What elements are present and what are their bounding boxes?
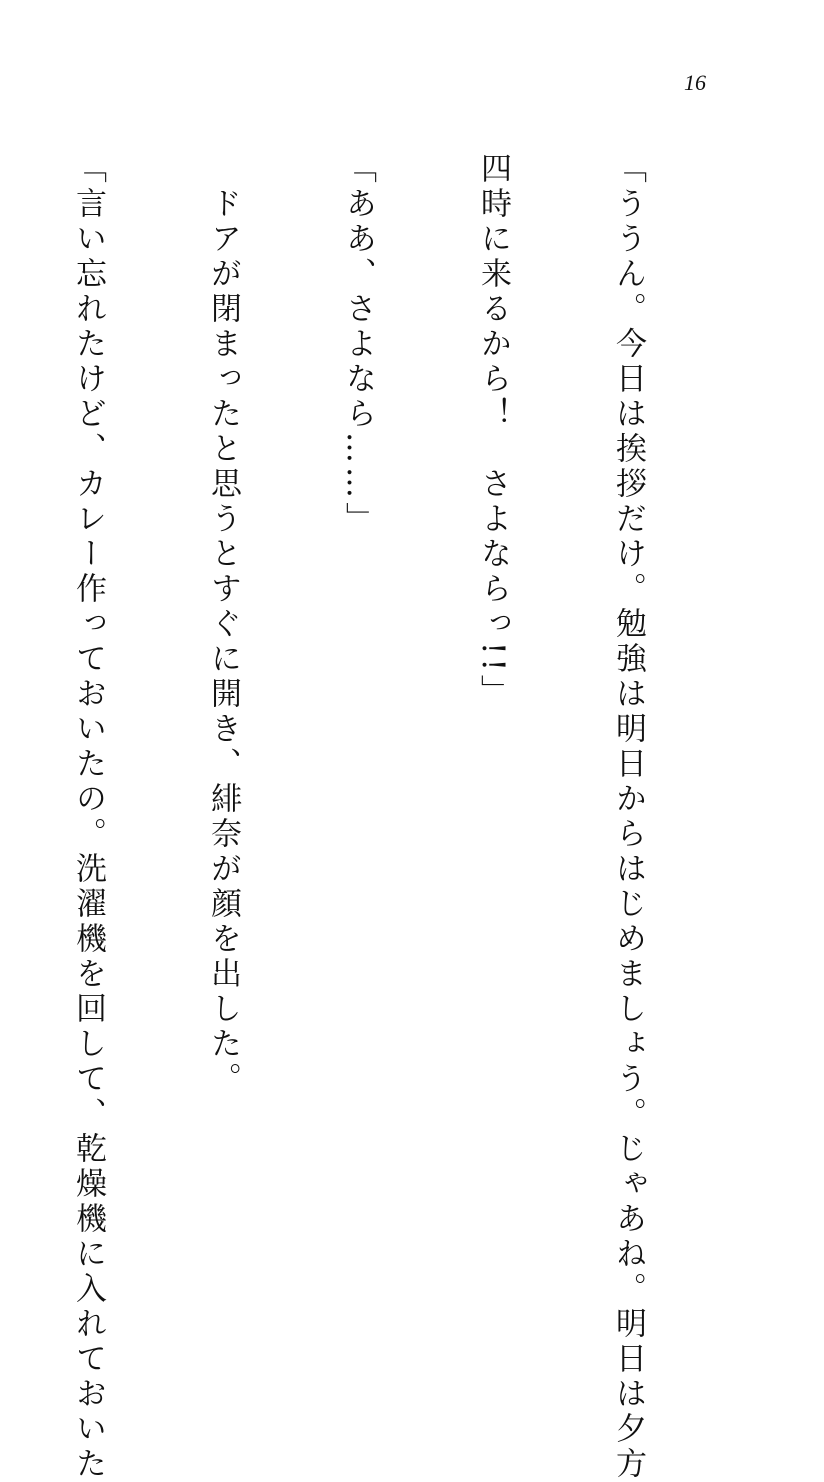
text-line: 四時に来るから！ さよならっ!!」 bbox=[475, 152, 511, 710]
text-line: ドアが閉まったと思うとすぐに開き、緋奈が顔を出した。 bbox=[205, 152, 241, 1097]
text-line: 「ああ、さよなら……」 bbox=[340, 152, 376, 537]
vertical-text-body bbox=[0, 152, 740, 1482]
text-line: 「言い忘れたけど、カレー作っておいたの。洗濯機を回して、乾燥機に入れておいた bbox=[70, 152, 106, 1482]
text-line: 「ううん。今日は挨拶だけ。勉強は明日からはじめましょう。じゃあね。明日は夕方 bbox=[610, 152, 646, 1482]
page-number: 16 bbox=[684, 70, 706, 95]
